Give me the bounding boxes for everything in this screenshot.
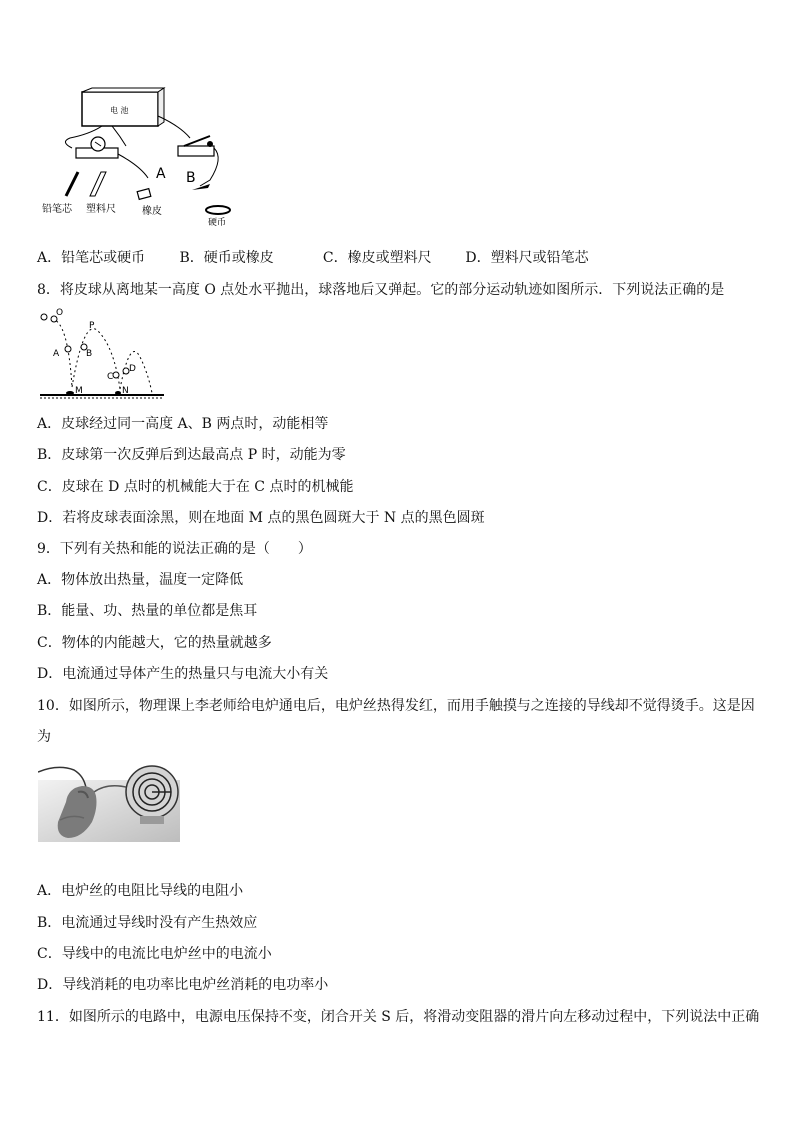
q10-option-a[interactable]: A．电炉丝的电阻比导线的电阻小 <box>37 883 244 899</box>
q11-stem: 11．如图所示的电路中，电源电压保持不变，闭合开关 S 后，将滑动变阻器的滑片向左移动过程中，下列说法中正确 <box>37 1009 760 1025</box>
label-d: D <box>129 364 136 374</box>
q10-option-b[interactable]: B．电流通过导线时没有产生热效应 <box>37 915 258 931</box>
q7-option-b[interactable]: B．硬币或橡皮 <box>179 250 274 266</box>
circuit-figure <box>40 86 240 226</box>
label-n: N <box>122 386 129 396</box>
q7-option-d[interactable]: D．塑料尺或铅笔芯 <box>465 250 589 266</box>
q9-option-d[interactable]: D．电流通过导体产生的热量只与电流大小有关 <box>37 666 329 682</box>
q10-option-d[interactable]: D．导线消耗的电功率比电炉丝消耗的电功率小 <box>37 977 329 993</box>
label-o: O <box>56 308 64 318</box>
q8-option-b[interactable]: B．皮球第一次反弹后到达最高点 P 时，动能为零 <box>37 447 346 463</box>
label-c: C <box>107 372 114 382</box>
q10-option-c[interactable]: C．导线中的电流比电炉丝中的电流小 <box>37 946 272 962</box>
label-p: P <box>89 321 95 331</box>
q7-option-a[interactable]: A．铅笔芯或硬币 <box>37 250 146 266</box>
battery-label: 电 池 <box>110 106 129 115</box>
q7-option-c[interactable]: C．橡皮或塑料尺 <box>322 250 432 266</box>
bouncing-ball-figure <box>34 307 174 403</box>
q9-stem: 9．下列有关热和能的说法正确的是（ ） <box>37 541 312 557</box>
q10-stem-line2: 为 <box>37 729 51 745</box>
q9-option-a[interactable]: A．物体放出热量，温度一定降低 <box>37 572 244 588</box>
electric-stove-photo <box>38 762 180 842</box>
q9-option-b[interactable]: B．能量、功、热量的单位都是焦耳 <box>37 603 258 619</box>
pencil-lead-label: 铅笔芯 <box>42 204 72 215</box>
q8-stem: 8．将皮球从离地某一高度 O 点处水平抛出，球落地后又弹起。它的部分运动轨迹如图所示．下列说法正确的是 <box>37 282 725 298</box>
eraser-label: 橡皮 <box>142 206 162 217</box>
q8-option-a[interactable]: A．皮球经过同一高度 A、B 两点时，动能相等 <box>37 416 329 432</box>
q8-option-d[interactable]: D．若将皮球表面涂黑，则在地面 M 点的黑色圆斑大于 N 点的黑色圆斑 <box>37 510 485 526</box>
q7-options <box>37 249 589 267</box>
label-b: B <box>186 170 196 186</box>
q10-stem-line1: 10．如图所示，物理课上李老师给电炉通电后，电炉丝热得发红，而用手触摸与之连接的导线却不觉得烫手。这是因 <box>37 698 755 714</box>
label-m: M <box>75 386 83 396</box>
q9-option-c[interactable]: C．物体的内能越大，它的热量就越多 <box>37 635 272 651</box>
label-a: A <box>53 349 60 359</box>
label-b: B <box>86 349 93 359</box>
coin-label: 硬币 <box>208 218 227 226</box>
plastic-ruler-label: 塑料尺 <box>86 204 116 215</box>
label-a: A <box>156 166 166 182</box>
q8-option-c[interactable]: C．皮球在 D 点时的机械能大于在 C 点时的机械能 <box>37 479 354 495</box>
